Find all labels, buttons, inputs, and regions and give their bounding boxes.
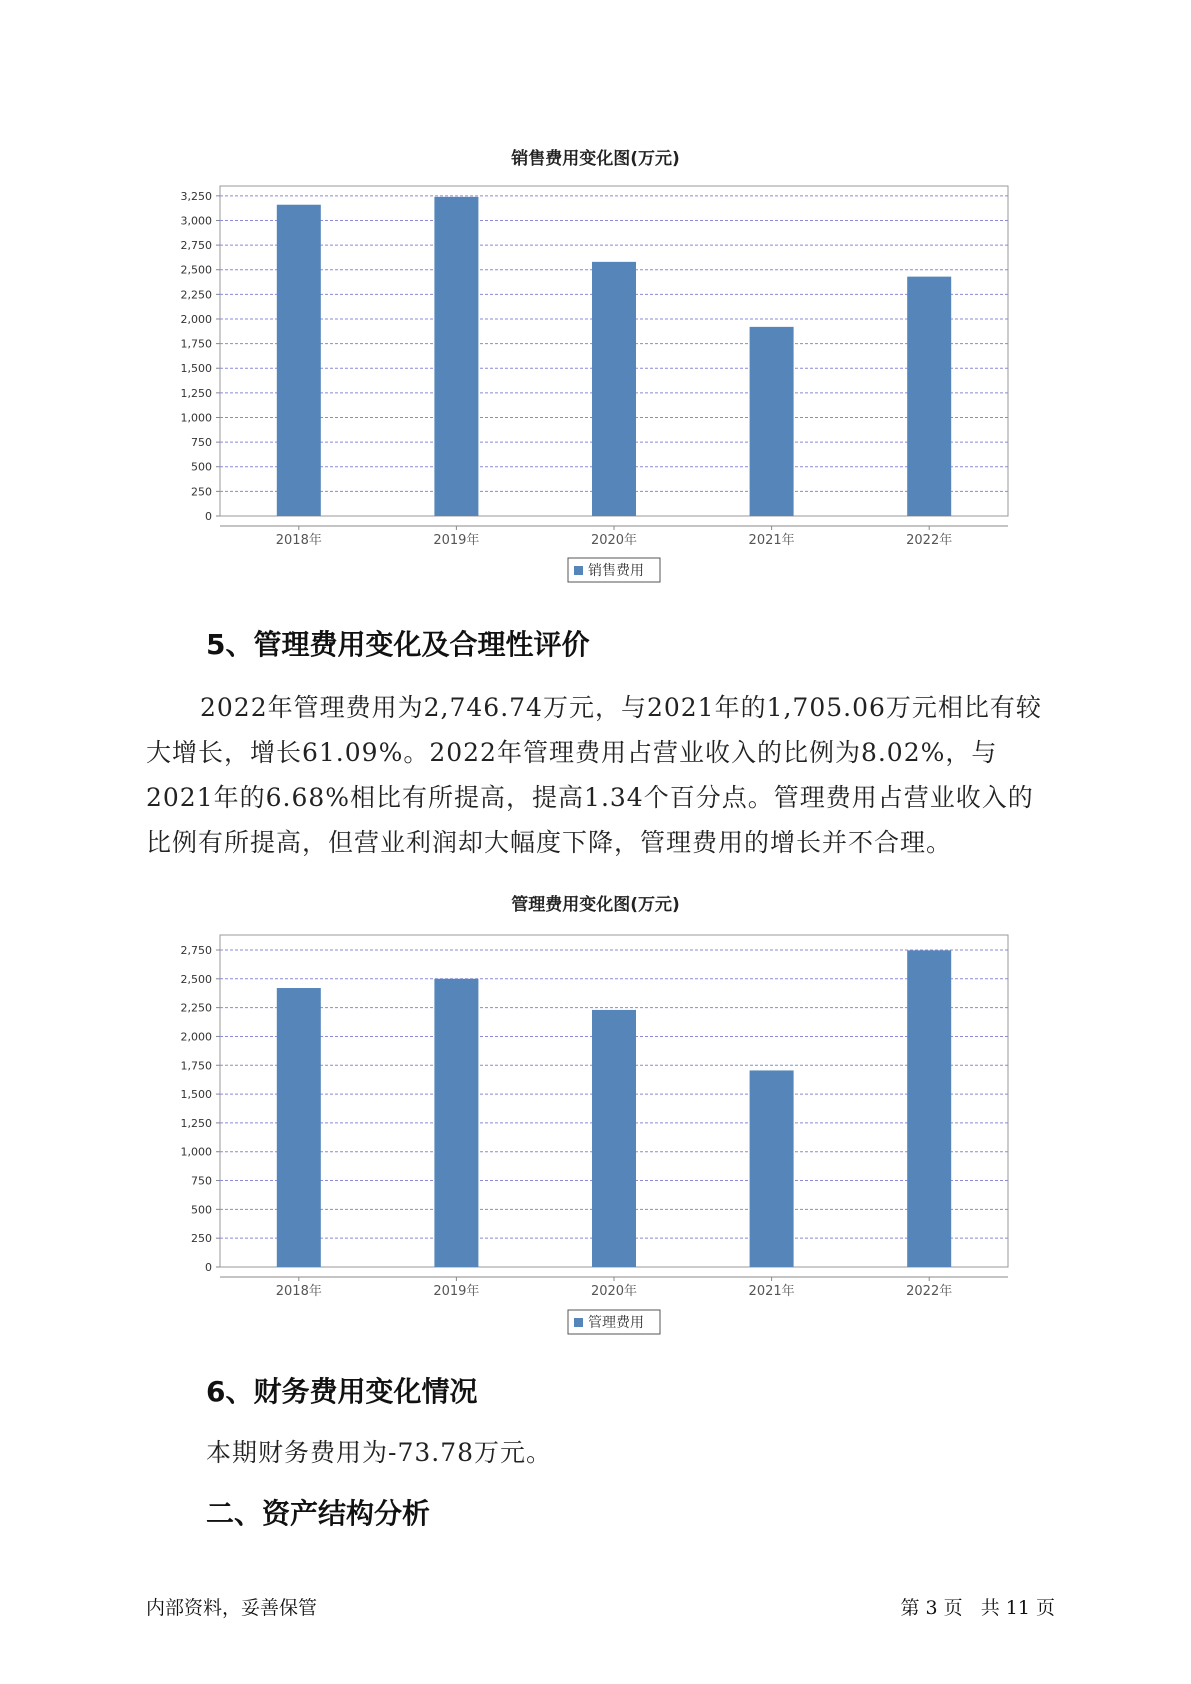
admin-expense-chart-title: 管理费用变化图(万元): [511, 895, 680, 915]
legend-label: 销售费用: [588, 563, 644, 579]
legend-swatch: [574, 1318, 583, 1327]
sales-expense-chart-title: 销售费用变化图(万元): [511, 149, 680, 169]
y-tick-label: 2,000: [180, 1030, 212, 1044]
y-tick-label: 2,750: [180, 239, 212, 253]
y-tick-label: 1,000: [180, 1145, 212, 1159]
x-tick-label: 2021年: [748, 1284, 795, 1299]
section-6-heading: 6、财务费用变化情况: [206, 1375, 478, 1408]
x-tick-label: 2020年: [590, 1284, 638, 1299]
footer-page-number: 第 3 页 共 11 页: [900, 1597, 1055, 1619]
y-tick-label: 3,000: [180, 214, 212, 228]
x-tick-label: 2019年: [433, 533, 480, 548]
y-tick-label: 3,250: [180, 189, 212, 203]
section-5-heading: 5、管理费用变化及合理性评价: [206, 628, 590, 661]
y-tick-label: 1,500: [180, 362, 212, 376]
bar: [277, 988, 321, 1267]
bar: [750, 1070, 794, 1267]
y-tick-label: 750: [191, 1174, 212, 1188]
y-tick-label: 250: [191, 485, 212, 499]
section-6-paragraph: 本期财务费用为-73.78万元。: [206, 1438, 553, 1467]
y-tick-label: 1,000: [180, 411, 212, 425]
y-tick-label: 2,750: [180, 943, 212, 957]
y-tick-label: 250: [191, 1232, 212, 1246]
bar: [907, 950, 951, 1267]
bar: [434, 979, 478, 1267]
footer-confidential-note: 内部资料，妥善保管: [146, 1597, 318, 1619]
y-tick-label: 2,500: [180, 263, 212, 277]
y-tick-label: 500: [191, 1203, 212, 1217]
section-5-paragraph: 2022年管理费用为2,746.74万元，与2021年的1,705.06万元相比有较大增长，增长61.09%。2022年管理费用占营业收入的比例为8.02%，与2021年的6.68%相比有所提高，提高1.34个百分点。管理费用占营业收入的比例有所提高，但营业利润却大幅度下降，管理费用的增长并不合理。: [146, 693, 1042, 857]
y-tick-label: 2,000: [180, 312, 212, 326]
y-tick-label: 500: [191, 460, 212, 474]
y-tick-label: 2,250: [180, 1001, 212, 1015]
x-tick-label: 2021年: [748, 533, 795, 548]
y-tick-label: 1,250: [180, 1116, 212, 1130]
bar: [592, 1010, 636, 1267]
y-tick-label: 1,750: [180, 337, 212, 351]
x-tick-label: 2018年: [275, 533, 322, 548]
y-tick-label: 0: [205, 510, 212, 523]
x-tick-label: 2019年: [433, 1284, 480, 1299]
x-tick-label: 2022年: [906, 1284, 953, 1299]
x-tick-label: 2022年: [906, 533, 953, 548]
section-2-heading: 二、资产结构分析: [206, 1497, 431, 1530]
y-tick-label: 0: [205, 1261, 212, 1274]
y-tick-label: 2,500: [180, 972, 212, 986]
y-tick-label: 1,750: [180, 1059, 212, 1073]
y-tick-label: 2,250: [180, 288, 212, 302]
y-tick-label: 1,250: [180, 386, 212, 400]
y-tick-label: 1,500: [180, 1088, 212, 1102]
x-tick-label: 2018年: [275, 1284, 322, 1299]
legend-label: 管理费用: [588, 1315, 644, 1331]
x-tick-label: 2020年: [590, 533, 638, 548]
y-tick-label: 750: [191, 436, 212, 450]
